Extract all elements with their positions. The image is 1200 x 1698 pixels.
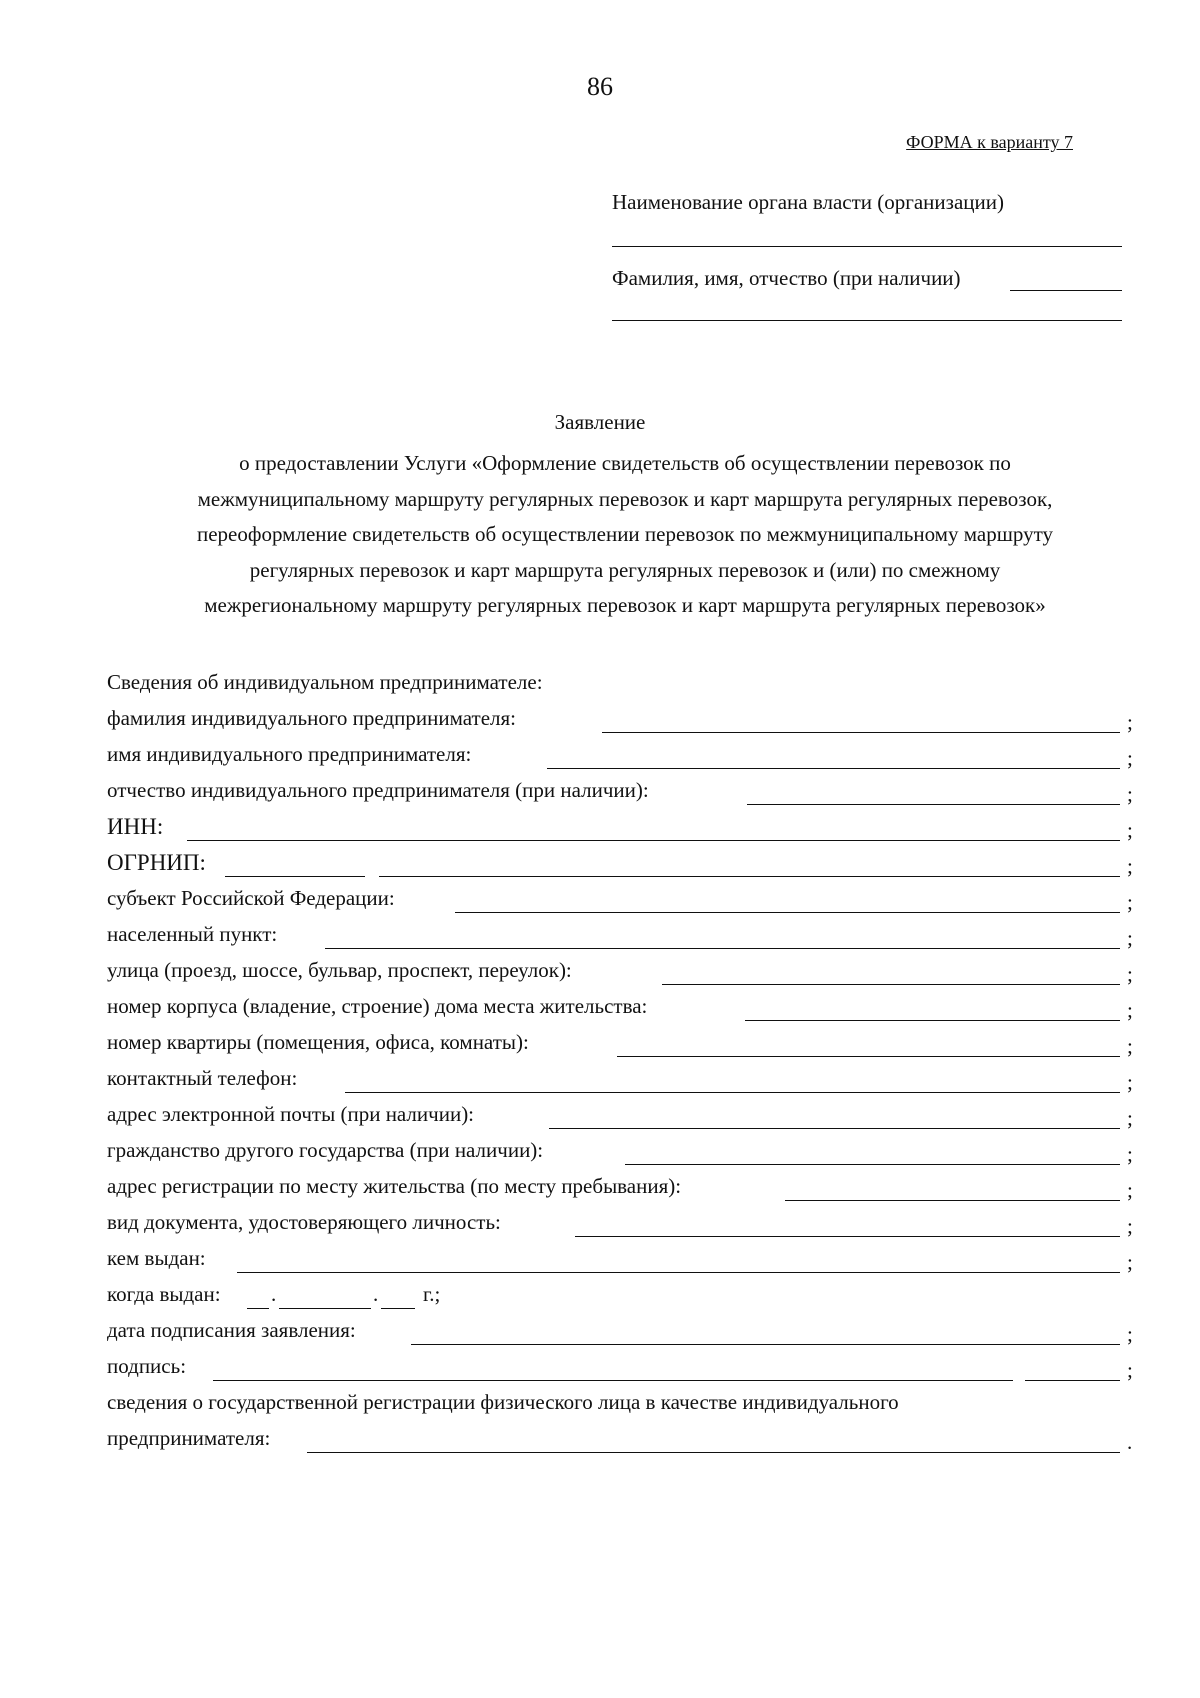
field-row-locality: [107, 922, 1137, 958]
registration-label-line-1: сведения о государственной регистрации физического лица в качестве индивидуального: [107, 1390, 899, 1414]
form-reference: ФОРМА к варианту 7: [906, 132, 1073, 152]
apartment-line[interactable]: [617, 1056, 1120, 1057]
section-heading-row: [107, 670, 1137, 706]
ogrnip-line-1[interactable]: [225, 876, 365, 877]
field-end-mark: ;: [1127, 998, 1133, 1022]
document-subtitle: [120, 446, 1130, 624]
subtitle-line: межмуниципальному маршруту регулярных перевозок и карт маршрута регулярных перевозок,: [197, 486, 1053, 511]
field-label: дата подписания заявления:: [107, 1318, 356, 1342]
field-end-mark: ;: [1127, 1250, 1133, 1274]
field-row-issued-by: [107, 1246, 1137, 1282]
field-end-mark: ;: [1127, 1034, 1133, 1058]
last-name-line[interactable]: [602, 732, 1120, 733]
field-label: гражданство другого государства (при наличии):: [107, 1138, 544, 1162]
field-row-issue-date: [107, 1282, 1137, 1318]
field-row-first-name: [107, 742, 1137, 778]
ogrnip-line-2[interactable]: [379, 876, 1120, 877]
field-row-id-document: [107, 1210, 1137, 1246]
inn-line[interactable]: [187, 840, 1120, 841]
phone-line[interactable]: [345, 1092, 1120, 1093]
fio-line-short[interactable]: [1010, 290, 1122, 291]
registration-info-row-2: [107, 1426, 1137, 1462]
subtitle-line: о предоставлении Услуги «Оформление свидетельств об осуществлении перевозок по: [239, 451, 1011, 475]
field-row-inn: [107, 814, 1137, 850]
field-label: кем выдан:: [107, 1246, 206, 1270]
field-row-last-name: [107, 706, 1137, 742]
field-label: контактный телефон:: [107, 1066, 298, 1090]
section-heading: Сведения об индивидуальном предпринимателе:: [107, 670, 543, 694]
subtitle-line: регулярных перевозок и карт маршрута регулярных перевозок и (или) по смежному: [249, 557, 1001, 582]
registration-info-row-1: [107, 1390, 1137, 1426]
field-label: вид документа, удостоверяющего личность:: [107, 1210, 501, 1234]
fio-label: Фамилия, имя, отчество (при наличии): [612, 266, 961, 290]
signing-date-line[interactable]: [411, 1344, 1120, 1345]
field-end-mark: ;: [1127, 1178, 1133, 1202]
first-name-line[interactable]: [547, 768, 1120, 769]
subtitle-line: переоформление свидетельств об осуществлении перевозок по межмуниципальному маршруту: [197, 522, 1053, 546]
locality-line[interactable]: [325, 948, 1120, 949]
field-row-email: [107, 1102, 1137, 1138]
fio-line[interactable]: [612, 320, 1122, 321]
field-end-mark: ;: [1127, 818, 1133, 842]
field-end-mark: ;: [1127, 1106, 1133, 1130]
field-end-mark: ;: [1127, 926, 1133, 950]
page-number: 86: [587, 72, 613, 101]
field-row-patronymic: [107, 778, 1137, 814]
field-row-ogrnip: [107, 850, 1137, 886]
field-end-mark: ;: [1127, 890, 1133, 914]
email-line[interactable]: [549, 1128, 1120, 1129]
field-label: номер корпуса (владение, строение) дома места жительства:: [107, 994, 648, 1018]
field-end-mark: .: [1127, 1430, 1133, 1454]
citizenship-line[interactable]: [625, 1164, 1120, 1165]
field-row-apartment: [107, 1030, 1137, 1066]
registration-info-line[interactable]: [307, 1452, 1120, 1453]
field-end-mark: ;: [1127, 1070, 1133, 1094]
date-dot: .: [271, 1282, 277, 1306]
field-row-registration-address: [107, 1174, 1137, 1210]
field-label: отчество индивидуального предпринимателя (при наличии):: [107, 778, 649, 802]
field-end-mark: ;: [1127, 1214, 1133, 1238]
field-end-mark: ;: [1127, 746, 1133, 770]
signature-decoding-line[interactable]: [1025, 1380, 1120, 1381]
field-end-mark: ;: [1127, 1322, 1133, 1346]
field-label: номер квартиры (помещения, офиса, комнаты):: [107, 1030, 529, 1054]
field-row-signature: [107, 1354, 1137, 1390]
street-line[interactable]: [662, 984, 1120, 985]
field-row-region: [107, 886, 1137, 922]
field-row-building: [107, 994, 1137, 1030]
year-suffix: г.;: [423, 1282, 441, 1306]
field-end-mark: ;: [1127, 962, 1133, 986]
issue-year-line[interactable]: [381, 1308, 415, 1309]
field-end-mark: ;: [1127, 782, 1133, 806]
subtitle-line: межрегиональному маршруту регулярных перевозок и карт маршрута регулярных перевозок»: [204, 593, 1046, 617]
authority-line[interactable]: [612, 246, 1122, 247]
field-label: субъект Российской Федерации:: [107, 886, 395, 910]
field-label: когда выдан:: [107, 1282, 221, 1306]
field-label: фамилия индивидуального предпринимателя:: [107, 706, 516, 730]
field-end-mark: ;: [1127, 1358, 1133, 1382]
authority-label: Наименование органа власти (организации): [612, 190, 1004, 214]
field-label: ИНН:: [107, 814, 164, 839]
signature-line[interactable]: [213, 1380, 1013, 1381]
field-label: населенный пункт:: [107, 922, 278, 946]
field-label: подпись:: [107, 1354, 187, 1378]
issue-month-line[interactable]: [279, 1308, 371, 1309]
field-label: улица (проезд, шоссе, бульвар, проспект, переулок):: [107, 958, 572, 982]
field-end-mark: ;: [1127, 854, 1133, 878]
document-title: Заявление: [554, 410, 646, 434]
patronymic-line[interactable]: [747, 804, 1120, 805]
field-row-phone: [107, 1066, 1137, 1102]
field-label: адрес электронной почты (при наличии):: [107, 1102, 475, 1126]
field-end-mark: ;: [1127, 1142, 1133, 1166]
issue-day-line[interactable]: [247, 1308, 269, 1309]
registration-address-line[interactable]: [785, 1200, 1120, 1201]
field-row-street: [107, 958, 1137, 994]
id-document-line[interactable]: [575, 1236, 1120, 1237]
region-line[interactable]: [455, 912, 1120, 913]
field-end-mark: ;: [1127, 710, 1133, 734]
building-line[interactable]: [745, 1020, 1120, 1021]
field-label: адрес регистрации по месту жительства (по месту пребывания):: [107, 1174, 682, 1198]
field-label: имя индивидуального предпринимателя:: [107, 742, 472, 766]
issued-by-line[interactable]: [237, 1272, 1120, 1273]
field-row-signing-date: [107, 1318, 1137, 1354]
date-dot: .: [373, 1282, 379, 1306]
registration-label-line-2: предпринимателя:: [107, 1426, 271, 1450]
field-label: ОГРНИП:: [107, 850, 206, 875]
field-row-citizenship: [107, 1138, 1137, 1174]
